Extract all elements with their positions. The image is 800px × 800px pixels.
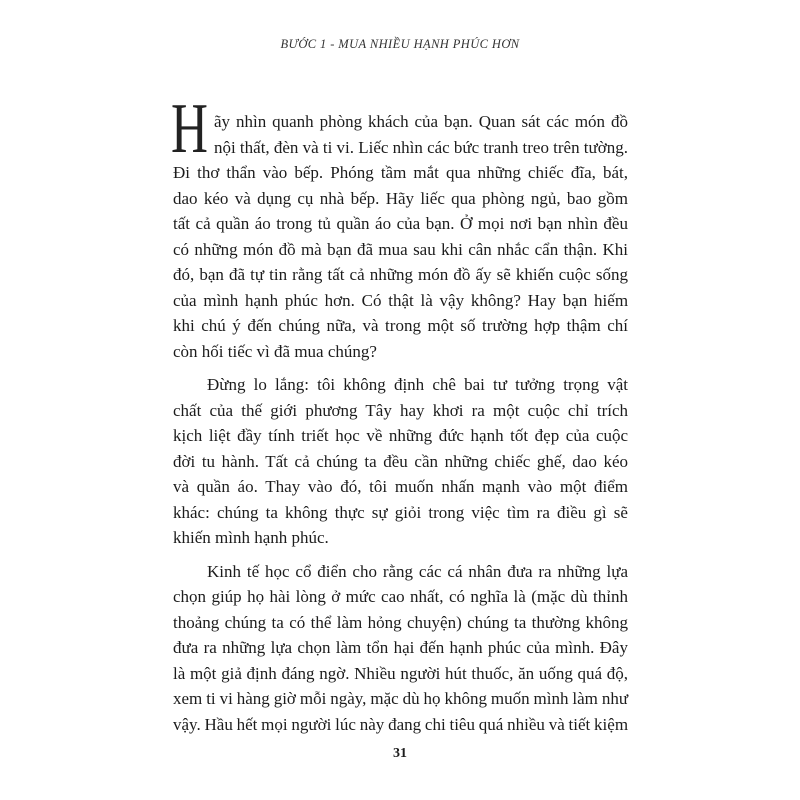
paragraph — [173, 559, 628, 738]
paragraph — [173, 109, 628, 364]
text-line: khác: chúng ta không thực sự giỏi trong việc tìm ra điều gì sẽ — [173, 502, 628, 522]
text-line: nội thất, đèn và ti vi. Liếc nhìn các bức tranh treo trên tường. — [214, 137, 628, 157]
text-line: đó, bạn đã tự tin rằng tất cả những món đồ ấy sẽ khiến cuộc sống — [173, 265, 628, 284]
drop-cap: H — [171, 90, 208, 168]
text-line: xem ti vi hàng giờ mỗi ngày, mặc dù họ không muốn mình làm như — [173, 689, 629, 708]
text-line: Kinh tế học cổ điển cho rằng các cá nhân đưa ra những lựa — [207, 561, 628, 581]
text-line: đưa ra những lựa chọn làm tổn hại đến hạnh phúc của mình. Đây — [173, 638, 628, 657]
text-line: thoảng chúng ta có thể làm hỏng chuyện) chúng ta thường không — [173, 612, 628, 632]
text-line: khiến mình hạnh phúc. — [173, 528, 329, 547]
text-line: có những món đồ mà bạn đã mua sau khi cân nhắc cẩn thận. Khi — [173, 239, 628, 259]
text-line: là một giả định đáng ngờ. Nhiều người hút thuốc, ăn uống quá độ, — [173, 663, 629, 683]
body-text — [173, 109, 628, 737]
text-line: chất của thế giới phương Tây hay khơi ra một cuộc chỉ trích — [173, 400, 629, 420]
text-line: chọn giúp họ hài lòng ở mức cao nhất, có nghĩa là (mặc dù thỉnh — [173, 587, 628, 606]
text-line: tất cả quần áo trong tủ quần áo của bạn. Ở mọi nơi bạn nhìn đều — [173, 214, 628, 233]
text-line: kịch liệt đầy tính triết học về những đức hạnh tốt đẹp của cuộc — [173, 426, 629, 445]
page-number: 31 — [393, 746, 407, 761]
text-line: ãy nhìn quanh phòng khách của bạn. Quan sát các món đồ — [214, 112, 628, 131]
text-line: còn hối tiếc vì đã mua chúng? — [173, 341, 377, 361]
running-head: BƯỚC 1 - MUA NHIỀU HẠNH PHÚC HƠN — [280, 37, 520, 51]
text-line: và quần áo. Thay vào đó, tôi muốn nhấn mạnh vào một điểm — [173, 477, 629, 496]
text-line: vậy. Hầu hết mọi người lúc này đang chi tiêu quá nhiều và tiết kiệm — [173, 714, 629, 734]
text-line: Đi thơ thẩn vào bếp. Phóng tầm mắt qua những chiếc đĩa, bát, — [173, 163, 628, 182]
text-line: khi chú ý đến chúng nữa, và trong một số trường hợp thậm chí — [173, 316, 628, 335]
text-line: Đừng lo lắng: tôi không định chê bai tư tưởng trọng vật — [207, 375, 629, 394]
text-line: của mình hạnh phúc hơn. Có thật là vậy không? Hay bạn hiếm — [173, 290, 629, 310]
text-line: dao kéo và dụng cụ nhà bếp. Hãy liếc qua phòng ngủ, bao gồm — [173, 188, 628, 208]
paragraph — [173, 372, 628, 551]
text-line: đời tu hành. Tất cả chúng ta đều cần những chiếc ghế, dao kéo — [173, 451, 629, 471]
